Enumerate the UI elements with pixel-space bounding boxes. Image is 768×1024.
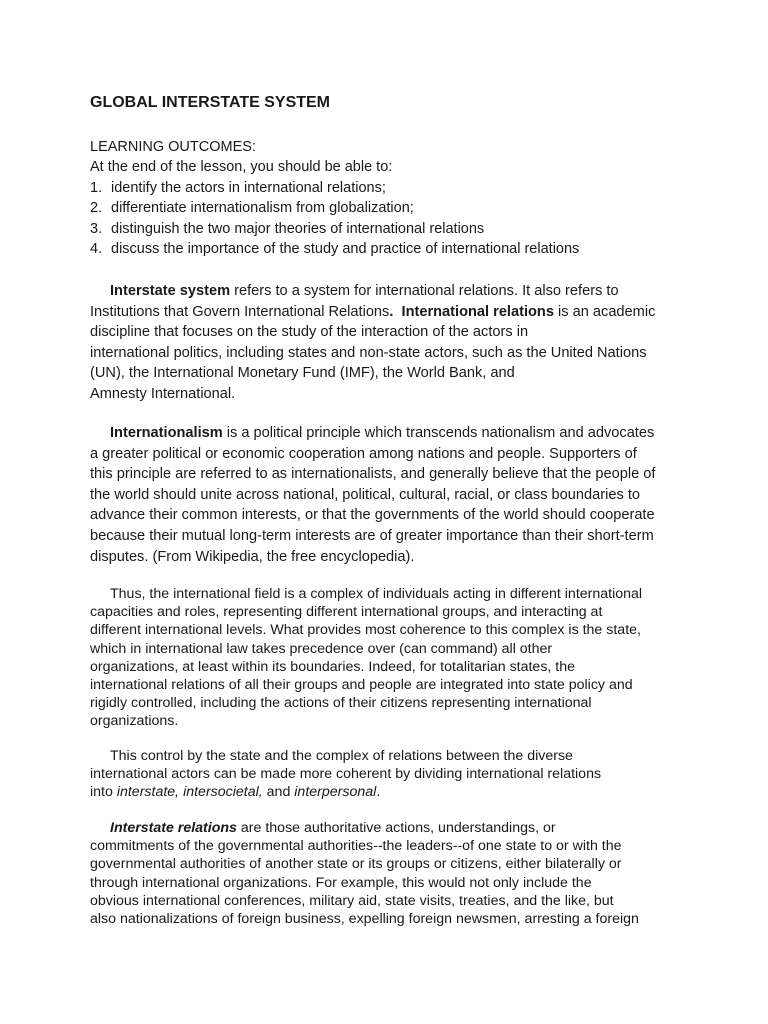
text-line: also nationalizations of foreign business, expelling foreign newsmen, arresting a foreign [90, 911, 639, 928]
text-line: this principle are referred to as internationalists, and generally believe that the people of [90, 466, 656, 483]
text-run: is an academic [553, 303, 656, 320]
term-interstate-system: Interstate system [110, 283, 231, 299]
paragraph-interstate-relations [90, 819, 690, 928]
text-line: international actors can be made more coherent by dividing international relations [90, 766, 602, 782]
text-line: (UN), the International Monetary Fund (IMF), the World Bank, and [90, 365, 515, 381]
page-title: GLOBAL INTERSTATE SYSTEM [90, 94, 331, 111]
text-run: into [90, 784, 117, 800]
text-line: advance their common interests, or that the governments of the world should cooperate [90, 507, 655, 524]
text-line: organizations. [90, 713, 179, 730]
outcome-item [90, 239, 579, 259]
outcome-number: 2. [90, 200, 103, 217]
text-line: obvious international conferences, military aid, state visits, treaties, and the like, but [90, 892, 614, 909]
text-line: a greater political or economic cooperation among nations and people. Supporters of [90, 445, 637, 462]
text-line: organizations, at least within its boundaries. Indeed, for totalitarian states, the [90, 658, 576, 675]
text-line: governmental authorities of another state or its groups or citizens, either bilaterally or [90, 856, 622, 873]
text-line: international relations of all their groups and people are integrated into state policy and [90, 677, 633, 694]
text-line: the world should unite across national, political, cultural, racial, or class boundaries to [90, 486, 640, 503]
paragraph-state-control [90, 747, 690, 801]
italic-term: interstate, intersocietal, [116, 784, 263, 800]
text-run: . [376, 784, 381, 800]
outcome-item [90, 198, 579, 218]
outcome-number: 4. [90, 241, 103, 258]
text-run: is a political principle which transcends nationalism and advocates [222, 425, 655, 441]
text-run: are those authoritative actions, understandings, or [236, 820, 556, 836]
text-line: international politics, including states and non-state actors, such as the United Nations [90, 344, 647, 361]
text-line: rigidly controlled, including the actions of their citizens representing international [90, 695, 592, 712]
outcome-text: differentiate internationalism from globalization; [111, 200, 414, 217]
learning-outcomes-intro: At the end of the lesson, you should be able to: [90, 159, 393, 176]
paragraph-international-field [90, 585, 690, 731]
outcome-number: 1. [90, 179, 103, 196]
outcome-item [90, 219, 579, 239]
text-run: Institutions that Govern International Relations [90, 303, 390, 320]
paragraph-interstate-system [90, 281, 690, 404]
text-line: commitments of the governmental authorities--the leaders--of one state to or with the [90, 838, 622, 855]
outcome-item [90, 178, 579, 198]
text-line: through international organizations. For example, this would not only include the [90, 874, 592, 891]
learning-outcomes [90, 137, 579, 259]
text-run: This control by the state and the complex of relations between the diverse [110, 748, 573, 764]
text-line: which in international law takes precedence over (can command) all other [90, 640, 553, 657]
italic-term: interpersonal [294, 784, 377, 800]
text-line: because their mutual long-term interests are of greater importance than their short-term [90, 527, 654, 544]
text-line: discipline that focuses on the study of the interaction of the actors in [90, 324, 529, 340]
text-run: Thus, the international field is a complex of individuals acting in different international [110, 586, 643, 602]
outcome-text: discuss the importance of the study and practice of international relations [111, 241, 580, 258]
term-international-relations: International relations [401, 303, 554, 320]
paragraph-internationalism [90, 423, 690, 567]
text-line: different international levels. What provides most coherence to this complex is the state, [90, 622, 641, 639]
outcome-text: identify the actors in international relations; [111, 179, 386, 196]
text-line: Amnesty International. [90, 385, 236, 402]
text-line: capacities and roles, representing different international groups, and interacting at [90, 604, 603, 621]
text-run: and [262, 784, 295, 800]
text-run: refers to a system for international relations. It also refers to [230, 283, 619, 299]
term-interstate-relations: Interstate relations [110, 820, 237, 836]
outcome-text: distinguish the two major theories of international relations [111, 220, 485, 237]
learning-outcomes-heading: LEARNING OUTCOMES: [90, 139, 256, 155]
text-run: . [389, 303, 394, 320]
outcome-number: 3. [90, 220, 103, 237]
text-line: disputes. (From Wikipedia, the free encyclopedia). [90, 548, 415, 565]
term-internationalism: Internationalism [110, 425, 223, 441]
